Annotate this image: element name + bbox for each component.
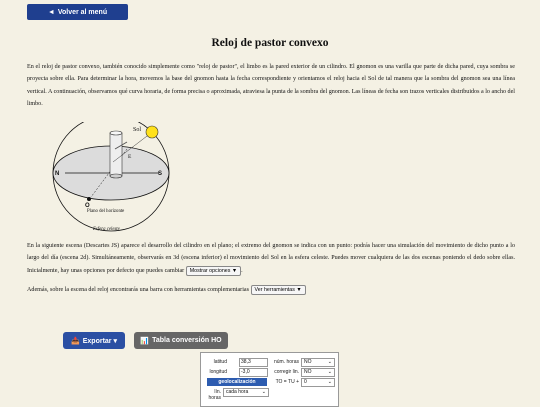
scene-paragraph-end: . xyxy=(241,267,243,274)
correct-lines-value: NO xyxy=(304,369,312,375)
correct-lines-select[interactable] xyxy=(301,368,335,377)
cylinder-body xyxy=(110,133,122,176)
east-label: E xyxy=(128,154,132,160)
export-button[interactable] xyxy=(63,332,125,349)
sphere-label: Esfera celeste xyxy=(93,227,120,232)
cylinder-base xyxy=(110,174,122,178)
time-offset-select[interactable] xyxy=(301,378,335,387)
horizon-label: Plano del horizonte xyxy=(87,209,125,214)
chevron-down-icon: ⌄ xyxy=(327,359,332,365)
hour-lines-value: cada hora xyxy=(226,389,249,395)
export-button-label: Exportar ▾ xyxy=(82,337,117,345)
correct-lines-label: corregir lin. xyxy=(274,369,299,375)
num-hours-select[interactable] xyxy=(301,358,335,367)
west-label: O xyxy=(85,203,90,209)
time-offset-value: 0 xyxy=(304,379,307,385)
scene-paragraph-text: En la siguiente escena (Descartes JS) aparece el desarrollo del cilindro en el plano; el extremo del gnomon se indica con un punto: podrás hacer una simulación del movimiento de dicho punto a lo largo del día (escena 2d). Simultáneamente, observarás en 3d (escena inferior) el movimiento del Sol en la esfera celeste. Puedes mover cualquiera de las dos escenas poniendo el dedo sobre ellas. Inicialmente, hay unas opciones por defecto que puedes cambiar xyxy=(27,243,515,274)
chevron-down-icon: ⌄ xyxy=(261,389,266,395)
west-point xyxy=(87,197,91,201)
page-title: Reloj de pastor convexo xyxy=(211,37,329,49)
longitude-label: longitud xyxy=(209,369,227,375)
sun-icon xyxy=(146,126,158,138)
south-label: S xyxy=(158,171,163,177)
longitude-input[interactable]: -3,0 xyxy=(239,368,268,377)
chevron-down-icon: ⌄ xyxy=(327,379,332,385)
sun-label: Sol xyxy=(133,127,142,133)
intro-paragraph: En el reloj de pastor convexo, también conocido simplemente como "reloj de pastor", el limbo es la pared exterior de un cilindro. El gnomon es una varilla que parte de dicha pared, cuya sombra se proyecta sobre ella. Para determinar la hora, movemos la base del gnomon hasta la fecha correspondiente y orientamos el reloj hacia el Sol de tal manera que la sombra del gnomon sea una línea vertical. A continuación, observamos qué curva horaria, de forma precisa o aproximada, atraviesa la punta de la sombra del gnomon. Las líneas de fecha son trazos verticales distribuidos a lo ancho del limbo. xyxy=(27,64,516,107)
back-to-menu-button[interactable] xyxy=(27,4,128,20)
back-button-label: Volver al menú xyxy=(57,8,108,16)
north-label: N xyxy=(55,171,60,177)
conversion-table-button[interactable] xyxy=(134,332,228,349)
time-offset-label: TO = TU + xyxy=(275,379,299,385)
sundial-options-panel xyxy=(200,352,339,407)
hour-lines-label: lín. horas xyxy=(208,389,221,401)
cylinder-top xyxy=(110,131,122,135)
left-arrow-icon: ◄ xyxy=(47,8,55,16)
tools-paragraph-text: Además, sobre la escena del reloj encontrarás una barra con herramientas complementarias xyxy=(27,287,249,293)
geolocation-button[interactable]: geolocalización xyxy=(207,378,267,386)
num-hours-label: núm. horas xyxy=(273,359,299,365)
show-options-button[interactable]: Mostrar opciones ▼ xyxy=(186,266,241,276)
num-hours-value: NO xyxy=(304,359,312,365)
latitude-input[interactable]: 38,3 xyxy=(239,358,268,367)
tools-paragraph xyxy=(27,284,515,296)
latitude-label: latitud xyxy=(213,359,227,365)
scene-paragraph xyxy=(27,240,515,277)
conversion-table-label: Tabla conversión HO xyxy=(152,337,222,344)
download-icon: 📥 xyxy=(71,337,80,345)
chart-icon: 📊 xyxy=(140,337,150,345)
hour-lines-select[interactable] xyxy=(223,388,269,397)
sundial-diagram xyxy=(47,122,177,234)
show-tools-button[interactable]: Ver herramientas ▼ xyxy=(251,285,306,295)
chevron-down-icon: ⌄ xyxy=(327,369,332,375)
